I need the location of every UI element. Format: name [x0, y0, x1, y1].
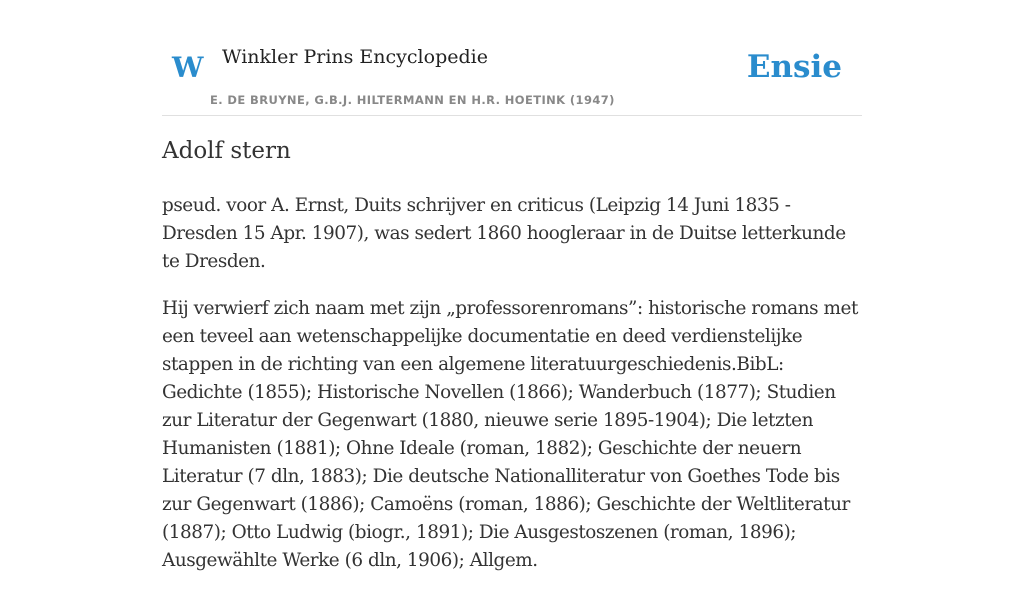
article-title: Adolf stern	[162, 138, 291, 164]
winkler-prins-logo[interactable]: W	[172, 51, 204, 84]
article-body	[162, 192, 862, 594]
source-authors: E. DE BRUYNE, G.B.J. HILTERMANN EN H.R. HOETINK (1947)	[210, 93, 615, 107]
article-paragraph: Hij verwierf zich naam met zijn „professorenromans”: historische romans met een teveel aan wetenschappelijke documentatie en deed verdienstelijke stappen in de richting van een algemene literatuurgeschiedenis.BibL: Gedichte (1855); Historische Novellen (1866); Wanderbuch (1877); Studien zur Literatur der Gegenwart (1880, nieuwe serie 1895-1904); Die letzten Humanisten (1881); Ohne Ideale (roman, 1882); Geschichte der neuern Literatur (7 dln, 1883); Die deutsche Nationalliteratur von Goethes Tode bis zur Gegenwart (1886); Camoëns (roman, 1886); Geschichte der Weltliteratur (1887); Otto Ludwig (biogr., 1891); Die Ausgestoszenen (roman, 1896); Ausgewählte Werke (6 dln, 1906); Allgem.	[162, 298, 858, 571]
source-title[interactable]: Winkler Prins Encyclopedie	[222, 46, 488, 68]
source-header	[162, 40, 862, 116]
article-paragraph: pseud. voor A. Ernst, Duits schrijver en criticus (Leipzig 14 Juni 1835 - Dresden 15 Apr. 1907), was sedert 1860 hoogleraar in de Duitse letterkunde te Dresden.	[162, 195, 846, 272]
ensie-logo[interactable]: Ensie	[746, 49, 842, 85]
